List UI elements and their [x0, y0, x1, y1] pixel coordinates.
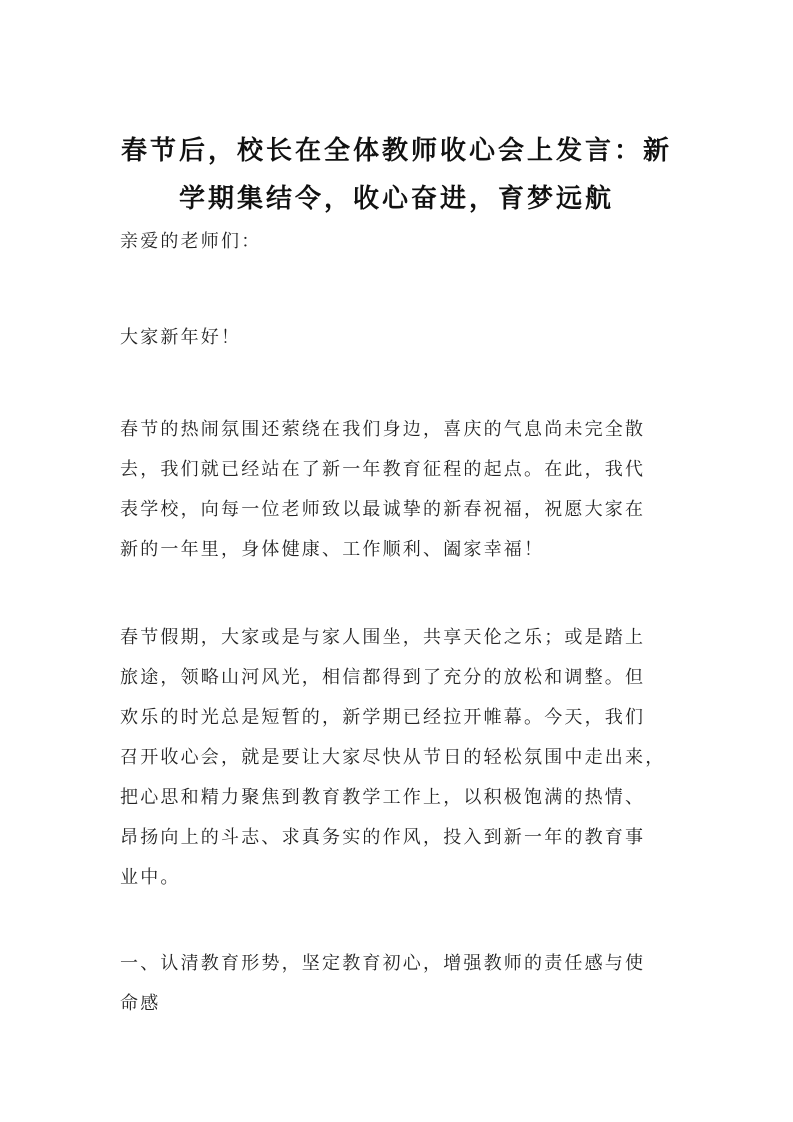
text-line: 召开收心会，就是要让大家尽快从节日的轻松氛围中走出来，	[120, 747, 666, 768]
text-line: 业中。	[120, 867, 181, 888]
text-line: 新的一年里，身体健康、工作顺利、阖家幸福！	[120, 539, 545, 560]
text-line: 亲爱的老师们：	[120, 231, 262, 252]
text-line: 春节的热闹氛围还萦绕在我们身边，喜庆的气息尚未完全散	[120, 419, 646, 440]
text-line: 春节假期，大家或是与家人围坐，共享天伦之乐；或是踏上	[120, 627, 646, 648]
paragraph-new-year-wishes	[120, 410, 680, 570]
text-line: 命感	[120, 993, 161, 1014]
section-heading-1	[120, 944, 680, 1024]
text-line: 大家新年好！	[120, 327, 242, 348]
text-line: 欢乐的时光总是短暂的，新学期已经拉开帷幕。今天，我们	[120, 707, 646, 728]
text-line: 昂扬向上的斗志、求真务实的作风，投入到新一年的教育事	[120, 827, 646, 848]
paragraph-holiday-recap	[120, 618, 680, 898]
document-title-line-1: 春节后，校长在全体教师收心会上发言：新	[120, 136, 672, 166]
text-line: 旅途，领略山河风光，相信都得到了充分的放松和调整。但	[120, 667, 646, 688]
document-title-line-2: 学期集结令，收心奋进，育梦远航	[178, 184, 614, 214]
text-line: 把心思和精力聚焦到教育教学工作上，以积极饱满的热情、	[120, 787, 646, 808]
text-line: 表学校，向每一位老师致以最诚挚的新春祝福，祝愿大家在	[120, 499, 646, 520]
text-line: 去，我们就已经站在了新一年教育征程的起点。在此，我代	[120, 459, 646, 480]
greeting	[120, 318, 680, 358]
text-line: 一、认清教育形势，坚定教育初心，增强教师的责任感与使	[120, 953, 646, 974]
salutation	[120, 222, 680, 262]
